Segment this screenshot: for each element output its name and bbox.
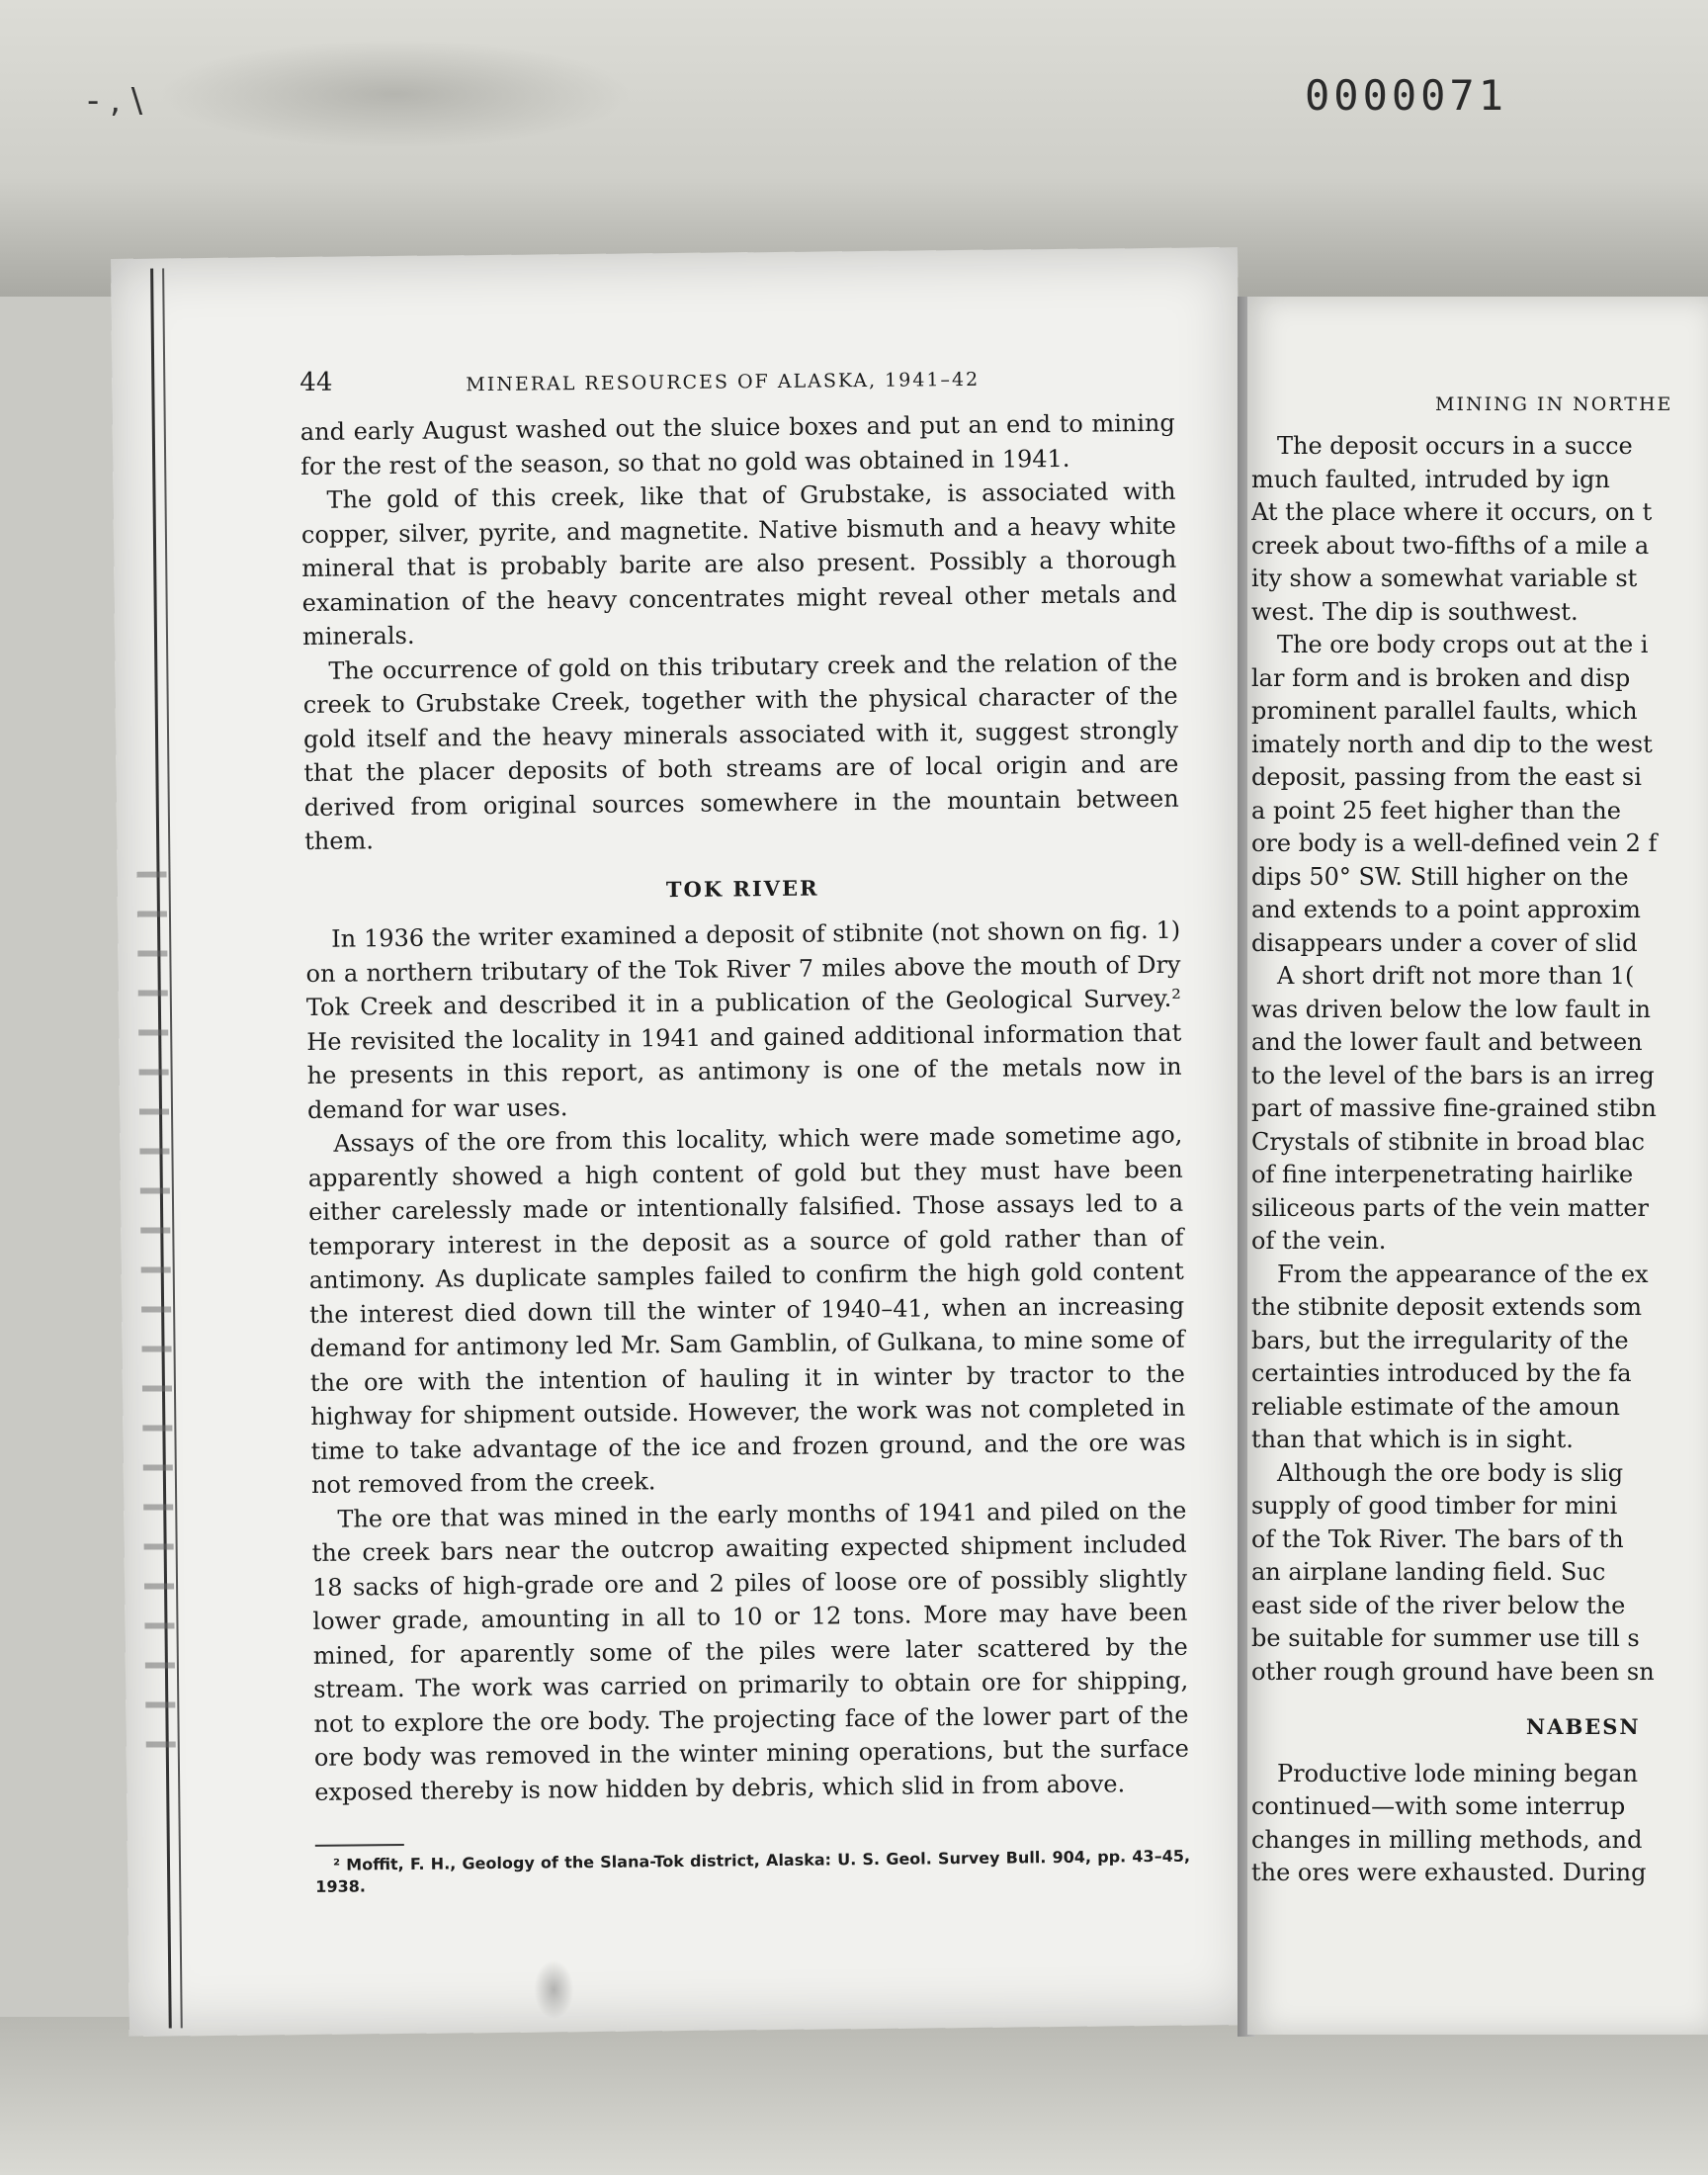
- text-line: deposit, passing from the east si: [1251, 763, 1642, 791]
- text-line: and extends to a point approxim: [1251, 896, 1641, 923]
- footnote: ² Moffit, F. H., Geology of the Slana-Tok district, Alaska: U. S. Geol. Survey Bull. 904, pp. 43–45, 1938.: [315, 1846, 1191, 1896]
- text-line: supply of good timber for mini: [1251, 1492, 1618, 1520]
- text-line: much faulted, intruded by ign: [1251, 465, 1610, 493]
- text-line: Productive lode mining began: [1277, 1759, 1639, 1787]
- left-page-content: [299, 357, 1190, 1898]
- text-line: of the Tok River. The bars of th: [1251, 1524, 1624, 1553]
- text-line: dips 50° SW. Still higher on the: [1251, 862, 1629, 891]
- text-line: At the place where it occurs, on t: [1251, 498, 1653, 526]
- text-line: certainties introduced by the fa: [1251, 1359, 1632, 1387]
- page-number: 44: [299, 367, 333, 398]
- text-line: lar form and is broken and disp: [1251, 663, 1631, 692]
- scan-background-bottom: [0, 2017, 1708, 2175]
- footnote-rule: [315, 1844, 404, 1847]
- section-heading: NABESN: [1526, 1714, 1641, 1739]
- paragraph: The ore that was mined in the early months of 1941 and piled on the the creek bars near the outcrop awaiting expected shipment included 18 sacks of high-grade ore and 2 piles of loose ore of possibly slightly lower grade, amounting in all to 10 or 12 tons. More may have been mined, for aparently some of the piles were later scattered by the stream. The work was carried on primarily to obtain ore for shipping, not to explore the ore body. The projecting face of the lower part of the ore body was removed in the winter mining operations, but the surface exposed thereby is now hidden by debris, which slid in from above.: [311, 1496, 1189, 1806]
- running-head: [299, 357, 1174, 415]
- text-line: The ore body crops out at the i: [1277, 631, 1649, 658]
- text-line: changes in milling methods, and: [1251, 1825, 1643, 1854]
- text-line: From the appearance of the ex: [1277, 1260, 1649, 1288]
- paragraph: The occurrence of gold on this tributary creek and the relation of the creek to Grubstake Creek, together with the physical character of the gold itself and the heavy minerals associated with it, suggest strongly that the placer deposits of both streams are of local origin and are derived from original sources somewhere in the mountain between them.: [302, 648, 1179, 855]
- text-line: ore body is a well-defined vein 2 f: [1251, 829, 1658, 857]
- scan-smudge: [158, 40, 633, 148]
- text-line: siliceous parts of the vein matter: [1251, 1193, 1650, 1222]
- left-page: [111, 247, 1256, 2037]
- text-line: was driven below the low fault in: [1251, 995, 1651, 1023]
- text-line: bars, but the irregularity of the: [1251, 1326, 1629, 1354]
- text-line: west. The dip is southwest.: [1251, 597, 1579, 626]
- right-page-lines: [1251, 430, 1708, 1689]
- text-line: of fine interpenetrating hairlike: [1251, 1161, 1634, 1188]
- text-line: a point 25 feet higher than the: [1251, 796, 1621, 825]
- text-line: part of massive fine-grained stibn: [1251, 1094, 1657, 1122]
- text-line: prominent parallel faults, which: [1251, 697, 1638, 725]
- text-line: disappears under a cover of slid: [1251, 928, 1638, 957]
- text-line: be suitable for summer use till s: [1251, 1624, 1640, 1652]
- text-line: creek about two-fifths of a mile a: [1251, 531, 1650, 560]
- paragraph: Assays of the ore from this locality, which were made sometime ago, apparently showed a high content of gold but they must have been either carelessly made or intentionally falsified. Those assays led to a temporary interest in the deposit as a source of gold rather than of antimony. As duplicate samples failed to confirm the high gold content the interest died down till the winter of 1940–41, when an increasing demand for antimony led Mr. Sam Gamblin, of Gulkana, to mine some of the ore with the intention of hauling it in winter by tractor to the highway for shipment outside. However, the work was not completed in time to take advantage of the ice and frozen ground, and the ore was not removed from the creek.: [307, 1120, 1186, 1499]
- text-line: east side of the river below the: [1251, 1591, 1626, 1619]
- text-line: imately north and dip to the west: [1251, 730, 1653, 758]
- text-line: ity show a somewhat variable st: [1251, 565, 1638, 592]
- text-line: continued—with some interrup: [1251, 1792, 1626, 1820]
- text-line: to the level of the bars is an irreg: [1251, 1061, 1655, 1089]
- running-title: MINING IN NORTHE: [1435, 393, 1673, 415]
- scan-smudge: [534, 1959, 574, 2019]
- text-line: the stibnite deposit extends som: [1251, 1293, 1643, 1321]
- text-line: The deposit occurs in a succe: [1277, 432, 1633, 460]
- section-heading: TOK RIVER: [665, 875, 819, 902]
- paragraph: The gold of this creek, like that of Grubstake, is associated with copper, silver, pyrite, and magnetite. Native bismuth and a heavy white mineral that is probably barite are also present. Possibly a thorough examination of the heavy concentrates might reveal other metals and minerals.: [300, 477, 1177, 651]
- right-page-content: [1251, 381, 1708, 1890]
- text-line: an airplane landing field. Suc: [1251, 1558, 1606, 1586]
- text-line: Crystals of stibnite in broad blac: [1251, 1127, 1645, 1156]
- text-line: and the lower fault and between: [1251, 1028, 1643, 1056]
- document-number: 0000071: [1305, 71, 1508, 120]
- text-line: A short drift not more than 1(: [1277, 962, 1635, 990]
- text-line: of the vein.: [1251, 1227, 1387, 1255]
- corner-mark: - , \: [87, 81, 143, 121]
- running-title: MINERAL RESOURCES OF ALASKA, 1941–42: [466, 368, 981, 396]
- text-line: Although the ore body is slig: [1277, 1458, 1624, 1487]
- text-line: the ores were exhausted. During: [1251, 1859, 1647, 1886]
- text-line: than that which is in sight.: [1251, 1426, 1574, 1453]
- right-page-section-lines: [1251, 1758, 1708, 1890]
- paragraph: In 1936 the writer examined a deposit of stibnite (not shown on fig. 1) on a northern tributary of the Tok River 7 miles above the mouth of Dry Tok Creek and described it in a publication of the Geological Survey.² He revisited the locality in 1941 and gained additional information that he presents in this report, as antimony is one of the metals now in demand for war uses.: [305, 915, 1182, 1124]
- paragraph: and early August washed out the sluice boxes and put an end to mining for the rest of the season, so that no gold was obtained in 1941.: [299, 408, 1175, 480]
- text-line: reliable estimate of the amoun: [1251, 1392, 1620, 1421]
- text-line: other rough ground have been sn: [1251, 1657, 1655, 1686]
